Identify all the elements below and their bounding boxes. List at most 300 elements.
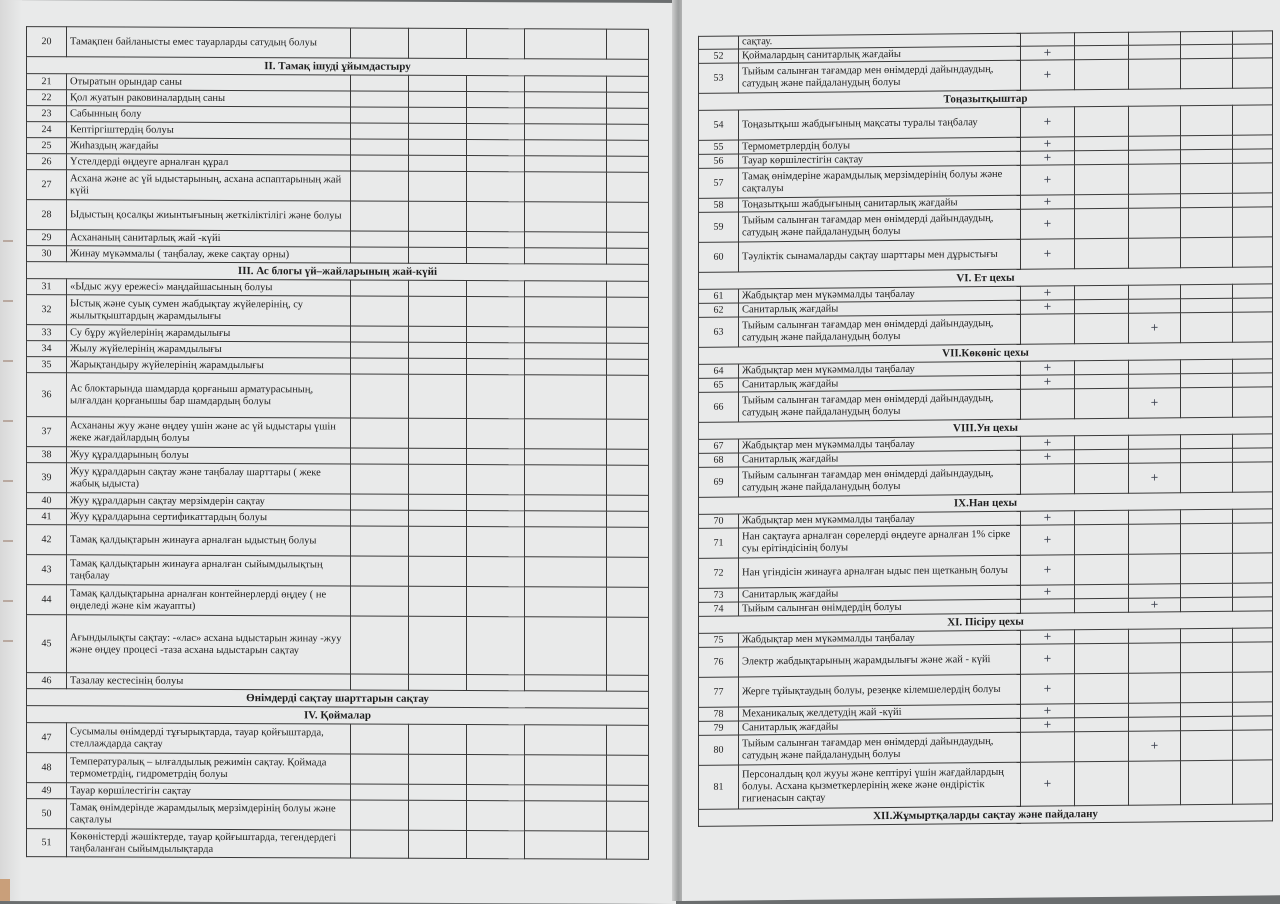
assessment-cell[interactable]	[1021, 209, 1075, 240]
assessment-cell[interactable]	[607, 617, 649, 675]
assessment-cell[interactable]	[351, 326, 409, 342]
assessment-cell[interactable]	[1075, 150, 1129, 165]
assessment-cell[interactable]	[525, 248, 607, 264]
assessment-cell[interactable]	[1021, 165, 1075, 196]
assessment-cell[interactable]	[1233, 642, 1273, 672]
assessment-cell[interactable]	[1181, 434, 1233, 448]
assessment-cell[interactable]	[1021, 151, 1075, 166]
assessment-cell[interactable]	[409, 280, 467, 296]
assessment-cell[interactable]	[467, 831, 525, 859]
assessment-cell[interactable]	[1181, 553, 1233, 583]
assessment-cell[interactable]	[467, 785, 525, 801]
assessment-cell[interactable]	[409, 556, 467, 586]
assessment-cell[interactable]	[467, 343, 525, 359]
assessment-cell[interactable]	[467, 156, 525, 172]
assessment-cell[interactable]	[1021, 195, 1075, 210]
assessment-cell[interactable]	[409, 139, 467, 155]
assessment-cell[interactable]	[409, 616, 467, 674]
assessment-cell[interactable]	[1181, 44, 1233, 58]
assessment-cell[interactable]	[351, 123, 409, 139]
assessment-cell[interactable]	[1233, 434, 1273, 448]
assessment-cell[interactable]	[1129, 136, 1181, 150]
assessment-cell[interactable]	[1233, 448, 1273, 462]
assessment-cell[interactable]	[351, 784, 409, 800]
assessment-cell[interactable]	[1129, 59, 1181, 89]
assessment-cell[interactable]	[1129, 761, 1181, 805]
assessment-cell[interactable]	[1181, 387, 1233, 417]
assessment-cell[interactable]	[351, 724, 409, 754]
assessment-cell[interactable]	[1181, 105, 1233, 135]
assessment-cell[interactable]	[607, 124, 649, 140]
assessment-cell[interactable]	[467, 557, 525, 587]
assessment-cell[interactable]	[1181, 509, 1233, 523]
assessment-cell[interactable]	[1129, 629, 1181, 643]
assessment-cell[interactable]	[1129, 313, 1181, 343]
assessment-cell[interactable]	[351, 107, 409, 123]
assessment-cell[interactable]	[409, 358, 467, 374]
assessment-cell[interactable]	[351, 754, 409, 784]
assessment-cell[interactable]	[351, 139, 409, 155]
assessment-cell[interactable]	[1075, 510, 1129, 525]
assessment-cell[interactable]	[1075, 629, 1129, 644]
assessment-cell[interactable]	[1181, 193, 1233, 207]
assessment-cell[interactable]	[1021, 300, 1075, 315]
assessment-cell[interactable]	[1233, 462, 1273, 492]
assessment-cell[interactable]	[1181, 628, 1233, 642]
assessment-cell[interactable]	[1233, 359, 1273, 373]
assessment-cell[interactable]	[467, 511, 525, 527]
assessment-cell[interactable]	[607, 785, 649, 801]
assessment-cell[interactable]	[1075, 524, 1129, 555]
assessment-cell[interactable]	[351, 155, 409, 171]
assessment-cell[interactable]	[607, 327, 649, 343]
assessment-cell[interactable]	[1075, 463, 1129, 494]
assessment-cell[interactable]	[1129, 208, 1181, 238]
assessment-cell[interactable]	[1129, 374, 1181, 388]
assessment-cell[interactable]	[525, 202, 607, 232]
assessment-cell[interactable]	[1129, 299, 1181, 313]
assessment-cell[interactable]	[607, 527, 649, 557]
assessment-cell[interactable]	[1233, 31, 1273, 44]
assessment-cell[interactable]	[351, 342, 409, 358]
assessment-cell[interactable]	[1233, 628, 1273, 642]
assessment-cell[interactable]	[467, 29, 525, 59]
assessment-cell[interactable]	[525, 755, 607, 785]
assessment-cell[interactable]	[467, 359, 525, 375]
assessment-cell[interactable]	[1181, 730, 1233, 760]
assessment-cell[interactable]	[1129, 32, 1181, 45]
assessment-cell[interactable]	[1075, 59, 1129, 90]
assessment-cell[interactable]	[1075, 194, 1129, 209]
assessment-cell[interactable]	[1129, 285, 1181, 299]
assessment-cell[interactable]	[351, 800, 409, 830]
assessment-cell[interactable]	[1233, 193, 1273, 207]
assessment-cell[interactable]	[525, 449, 607, 465]
assessment-cell[interactable]	[607, 831, 649, 859]
assessment-cell[interactable]	[1129, 717, 1181, 731]
assessment-cell[interactable]	[1233, 105, 1273, 135]
assessment-cell[interactable]	[1021, 704, 1075, 719]
assessment-cell[interactable]	[467, 801, 525, 831]
assessment-cell[interactable]	[607, 359, 649, 375]
assessment-cell[interactable]	[607, 108, 649, 124]
assessment-cell[interactable]	[1181, 462, 1233, 492]
assessment-cell[interactable]	[351, 674, 409, 690]
assessment-cell[interactable]	[1021, 599, 1075, 614]
assessment-cell[interactable]	[1233, 730, 1273, 760]
assessment-cell[interactable]	[1129, 164, 1181, 194]
assessment-cell[interactable]	[607, 755, 649, 785]
assessment-cell[interactable]	[1129, 554, 1181, 584]
assessment-cell[interactable]	[1021, 436, 1075, 451]
assessment-cell[interactable]	[467, 76, 525, 92]
assessment-cell[interactable]	[525, 511, 607, 527]
assessment-cell[interactable]	[1129, 388, 1181, 418]
assessment-cell[interactable]	[409, 586, 467, 616]
assessment-cell[interactable]	[1233, 149, 1273, 163]
assessment-cell[interactable]	[1233, 583, 1273, 597]
assessment-cell[interactable]	[409, 28, 467, 58]
assessment-cell[interactable]	[1021, 511, 1075, 526]
assessment-cell[interactable]	[1075, 761, 1129, 806]
assessment-cell[interactable]	[1021, 674, 1075, 705]
assessment-cell[interactable]	[351, 616, 409, 674]
assessment-cell[interactable]	[525, 172, 607, 202]
assessment-cell[interactable]	[1181, 716, 1233, 730]
assessment-cell[interactable]	[525, 419, 607, 449]
assessment-cell[interactable]	[1129, 150, 1181, 164]
assessment-cell[interactable]	[409, 155, 467, 171]
assessment-cell[interactable]	[351, 28, 409, 58]
assessment-cell[interactable]	[1129, 524, 1181, 554]
assessment-cell[interactable]	[467, 297, 525, 327]
assessment-cell[interactable]	[409, 201, 467, 231]
assessment-cell[interactable]	[409, 75, 467, 91]
assessment-cell[interactable]	[351, 247, 409, 263]
assessment-cell[interactable]	[525, 297, 607, 327]
assessment-cell[interactable]	[351, 91, 409, 107]
assessment-cell[interactable]	[607, 29, 649, 59]
assessment-cell[interactable]	[1129, 673, 1181, 703]
assessment-cell[interactable]	[607, 343, 649, 359]
assessment-cell[interactable]	[409, 342, 467, 358]
assessment-cell[interactable]	[525, 343, 607, 359]
assessment-cell[interactable]	[1233, 163, 1273, 193]
assessment-cell[interactable]	[409, 526, 467, 556]
assessment-cell[interactable]	[1129, 106, 1181, 136]
assessment-cell[interactable]	[409, 171, 467, 201]
assessment-cell[interactable]	[1075, 45, 1129, 60]
assessment-cell[interactable]	[1129, 435, 1181, 449]
assessment-cell[interactable]	[1181, 373, 1233, 387]
assessment-cell[interactable]	[351, 586, 409, 616]
assessment-cell[interactable]	[467, 124, 525, 140]
assessment-cell[interactable]	[1021, 644, 1075, 675]
assessment-cell[interactable]	[1021, 361, 1075, 376]
assessment-cell[interactable]	[1181, 163, 1233, 193]
assessment-cell[interactable]	[525, 725, 607, 755]
assessment-cell[interactable]	[607, 725, 649, 755]
assessment-cell[interactable]	[351, 448, 409, 464]
assessment-cell[interactable]	[525, 140, 607, 156]
assessment-cell[interactable]	[525, 108, 607, 124]
assessment-cell[interactable]	[351, 171, 409, 201]
assessment-cell[interactable]	[1075, 299, 1129, 314]
assessment-cell[interactable]	[525, 29, 607, 59]
assessment-cell[interactable]	[1233, 135, 1273, 149]
assessment-cell[interactable]	[607, 495, 649, 511]
assessment-cell[interactable]	[409, 464, 467, 494]
assessment-cell[interactable]	[1129, 703, 1181, 717]
assessment-cell[interactable]	[1075, 643, 1129, 674]
assessment-cell[interactable]	[1021, 239, 1075, 270]
assessment-cell[interactable]	[467, 675, 525, 691]
assessment-cell[interactable]	[1075, 449, 1129, 464]
assessment-cell[interactable]	[525, 587, 607, 617]
assessment-cell[interactable]	[467, 140, 525, 156]
assessment-cell[interactable]	[467, 232, 525, 248]
assessment-cell[interactable]	[467, 108, 525, 124]
assessment-cell[interactable]	[351, 358, 409, 374]
assessment-cell[interactable]	[607, 297, 649, 327]
assessment-cell[interactable]	[351, 374, 409, 418]
assessment-cell[interactable]	[1075, 106, 1129, 137]
assessment-cell[interactable]	[525, 375, 607, 419]
assessment-cell[interactable]	[525, 156, 607, 172]
assessment-cell[interactable]	[1181, 523, 1233, 553]
assessment-cell[interactable]	[1075, 360, 1129, 375]
assessment-cell[interactable]	[525, 327, 607, 343]
assessment-cell[interactable]	[1181, 284, 1233, 298]
assessment-cell[interactable]	[1021, 450, 1075, 465]
assessment-cell[interactable]	[1129, 598, 1181, 612]
assessment-cell[interactable]	[607, 248, 649, 264]
assessment-cell[interactable]	[1233, 298, 1273, 312]
assessment-cell[interactable]	[351, 556, 409, 586]
assessment-cell[interactable]	[409, 296, 467, 326]
assessment-cell[interactable]	[525, 76, 607, 92]
assessment-cell[interactable]	[607, 587, 649, 617]
assessment-cell[interactable]	[1181, 58, 1233, 88]
assessment-cell[interactable]	[409, 418, 467, 448]
assessment-cell[interactable]	[467, 587, 525, 617]
assessment-cell[interactable]	[467, 465, 525, 495]
assessment-cell[interactable]	[1233, 760, 1273, 804]
assessment-cell[interactable]	[1181, 359, 1233, 373]
assessment-cell[interactable]	[409, 107, 467, 123]
assessment-cell[interactable]	[409, 231, 467, 247]
assessment-cell[interactable]	[409, 510, 467, 526]
assessment-cell[interactable]	[1075, 554, 1129, 585]
assessment-cell[interactable]	[525, 557, 607, 587]
assessment-cell[interactable]	[525, 495, 607, 511]
assessment-cell[interactable]	[1021, 525, 1075, 556]
assessment-cell[interactable]	[351, 201, 409, 231]
assessment-cell[interactable]	[1233, 553, 1273, 583]
assessment-cell[interactable]	[607, 557, 649, 587]
assessment-cell[interactable]	[1129, 449, 1181, 463]
assessment-cell[interactable]	[1181, 312, 1233, 342]
assessment-cell[interactable]	[351, 830, 409, 858]
assessment-cell[interactable]	[1075, 717, 1129, 732]
assessment-cell[interactable]	[1021, 107, 1075, 138]
assessment-cell[interactable]	[525, 359, 607, 375]
assessment-cell[interactable]	[1021, 464, 1075, 495]
assessment-cell[interactable]	[525, 232, 607, 248]
assessment-cell[interactable]	[525, 831, 607, 859]
assessment-cell[interactable]	[1233, 523, 1273, 553]
assessment-cell[interactable]	[1233, 312, 1273, 342]
assessment-cell[interactable]	[467, 755, 525, 785]
assessment-cell[interactable]	[1233, 509, 1273, 523]
assessment-cell[interactable]	[607, 76, 649, 92]
assessment-cell[interactable]	[1021, 630, 1075, 645]
assessment-cell[interactable]	[1181, 207, 1233, 237]
assessment-cell[interactable]	[1075, 388, 1129, 419]
assessment-cell[interactable]	[607, 675, 649, 691]
assessment-cell[interactable]	[1021, 46, 1075, 61]
assessment-cell[interactable]	[1021, 33, 1075, 47]
assessment-cell[interactable]	[607, 449, 649, 465]
assessment-cell[interactable]	[607, 375, 649, 419]
assessment-cell[interactable]	[351, 494, 409, 510]
assessment-cell[interactable]	[1021, 389, 1075, 420]
assessment-cell[interactable]	[1129, 731, 1181, 761]
assessment-cell[interactable]	[467, 375, 525, 419]
assessment-cell[interactable]	[1129, 463, 1181, 493]
assessment-cell[interactable]	[1075, 32, 1129, 46]
assessment-cell[interactable]	[1075, 208, 1129, 239]
assessment-cell[interactable]	[1129, 45, 1181, 59]
assessment-cell[interactable]	[1075, 285, 1129, 300]
assessment-cell[interactable]	[409, 448, 467, 464]
assessment-cell[interactable]	[351, 510, 409, 526]
assessment-cell[interactable]	[467, 327, 525, 343]
assessment-cell[interactable]	[525, 801, 607, 831]
assessment-cell[interactable]	[607, 281, 649, 297]
assessment-cell[interactable]	[525, 527, 607, 557]
assessment-cell[interactable]	[1233, 373, 1273, 387]
assessment-cell[interactable]	[525, 617, 607, 675]
assessment-cell[interactable]	[1021, 732, 1075, 763]
assessment-cell[interactable]	[351, 75, 409, 91]
assessment-cell[interactable]	[351, 231, 409, 247]
assessment-cell[interactable]	[467, 419, 525, 449]
assessment-cell[interactable]	[525, 785, 607, 801]
assessment-cell[interactable]	[1021, 555, 1075, 586]
assessment-cell[interactable]	[1129, 360, 1181, 374]
assessment-cell[interactable]	[1181, 448, 1233, 462]
assessment-cell[interactable]	[525, 465, 607, 495]
assessment-cell[interactable]	[1233, 44, 1273, 58]
assessment-cell[interactable]	[1021, 762, 1075, 807]
assessment-cell[interactable]	[1075, 374, 1129, 389]
assessment-cell[interactable]	[409, 247, 467, 263]
assessment-cell[interactable]	[1233, 702, 1273, 716]
assessment-cell[interactable]	[351, 418, 409, 448]
assessment-cell[interactable]	[351, 280, 409, 296]
assessment-cell[interactable]	[525, 675, 607, 691]
assessment-cell[interactable]	[607, 202, 649, 232]
assessment-cell[interactable]	[607, 465, 649, 495]
assessment-cell[interactable]	[1181, 583, 1233, 597]
assessment-cell[interactable]	[1181, 642, 1233, 672]
assessment-cell[interactable]	[351, 464, 409, 494]
assessment-cell[interactable]	[467, 527, 525, 557]
assessment-cell[interactable]	[351, 296, 409, 326]
assessment-cell[interactable]	[1233, 716, 1273, 730]
assessment-cell[interactable]	[1075, 584, 1129, 599]
assessment-cell[interactable]	[467, 281, 525, 297]
assessment-cell[interactable]	[1233, 207, 1273, 237]
assessment-cell[interactable]	[1075, 435, 1129, 450]
assessment-cell[interactable]	[1021, 375, 1075, 390]
assessment-cell[interactable]	[607, 419, 649, 449]
assessment-cell[interactable]	[1233, 58, 1273, 88]
assessment-cell[interactable]	[1181, 237, 1233, 267]
assessment-cell[interactable]	[1233, 237, 1273, 267]
assessment-cell[interactable]	[1021, 314, 1075, 345]
assessment-cell[interactable]	[409, 123, 467, 139]
assessment-cell[interactable]	[1075, 313, 1129, 344]
assessment-cell[interactable]	[1075, 136, 1129, 151]
assessment-cell[interactable]	[409, 784, 467, 800]
assessment-cell[interactable]	[1233, 597, 1273, 611]
assessment-cell[interactable]	[607, 511, 649, 527]
assessment-cell[interactable]	[1181, 760, 1233, 804]
assessment-cell[interactable]	[1021, 60, 1075, 91]
assessment-cell[interactable]	[607, 232, 649, 248]
assessment-cell[interactable]	[351, 526, 409, 556]
assessment-cell[interactable]	[1181, 298, 1233, 312]
assessment-cell[interactable]	[525, 124, 607, 140]
assessment-cell[interactable]	[409, 800, 467, 830]
assessment-cell[interactable]	[1075, 673, 1129, 704]
assessment-cell[interactable]	[409, 494, 467, 510]
assessment-cell[interactable]	[1181, 135, 1233, 149]
assessment-cell[interactable]	[467, 92, 525, 108]
assessment-cell[interactable]	[409, 374, 467, 418]
assessment-cell[interactable]	[467, 248, 525, 264]
assessment-cell[interactable]	[467, 202, 525, 232]
assessment-cell[interactable]	[1129, 643, 1181, 673]
assessment-cell[interactable]	[409, 91, 467, 107]
assessment-cell[interactable]	[607, 156, 649, 172]
assessment-cell[interactable]	[409, 830, 467, 858]
assessment-cell[interactable]	[1181, 672, 1233, 702]
assessment-cell[interactable]	[409, 674, 467, 690]
assessment-cell[interactable]	[467, 449, 525, 465]
assessment-cell[interactable]	[1075, 598, 1129, 613]
assessment-cell[interactable]	[607, 801, 649, 831]
assessment-cell[interactable]	[409, 326, 467, 342]
assessment-cell[interactable]	[1181, 702, 1233, 716]
assessment-cell[interactable]	[1129, 194, 1181, 208]
assessment-cell[interactable]	[1129, 510, 1181, 524]
assessment-cell[interactable]	[607, 140, 649, 156]
assessment-cell[interactable]	[525, 92, 607, 108]
assessment-cell[interactable]	[1075, 703, 1129, 718]
assessment-cell[interactable]	[1075, 731, 1129, 762]
assessment-cell[interactable]	[467, 725, 525, 755]
assessment-cell[interactable]	[1233, 387, 1273, 417]
assessment-cell[interactable]	[1021, 718, 1075, 733]
assessment-cell[interactable]	[409, 754, 467, 784]
assessment-cell[interactable]	[1021, 585, 1075, 600]
assessment-cell[interactable]	[1129, 238, 1181, 268]
assessment-cell[interactable]	[525, 281, 607, 297]
assessment-cell[interactable]	[607, 172, 649, 202]
